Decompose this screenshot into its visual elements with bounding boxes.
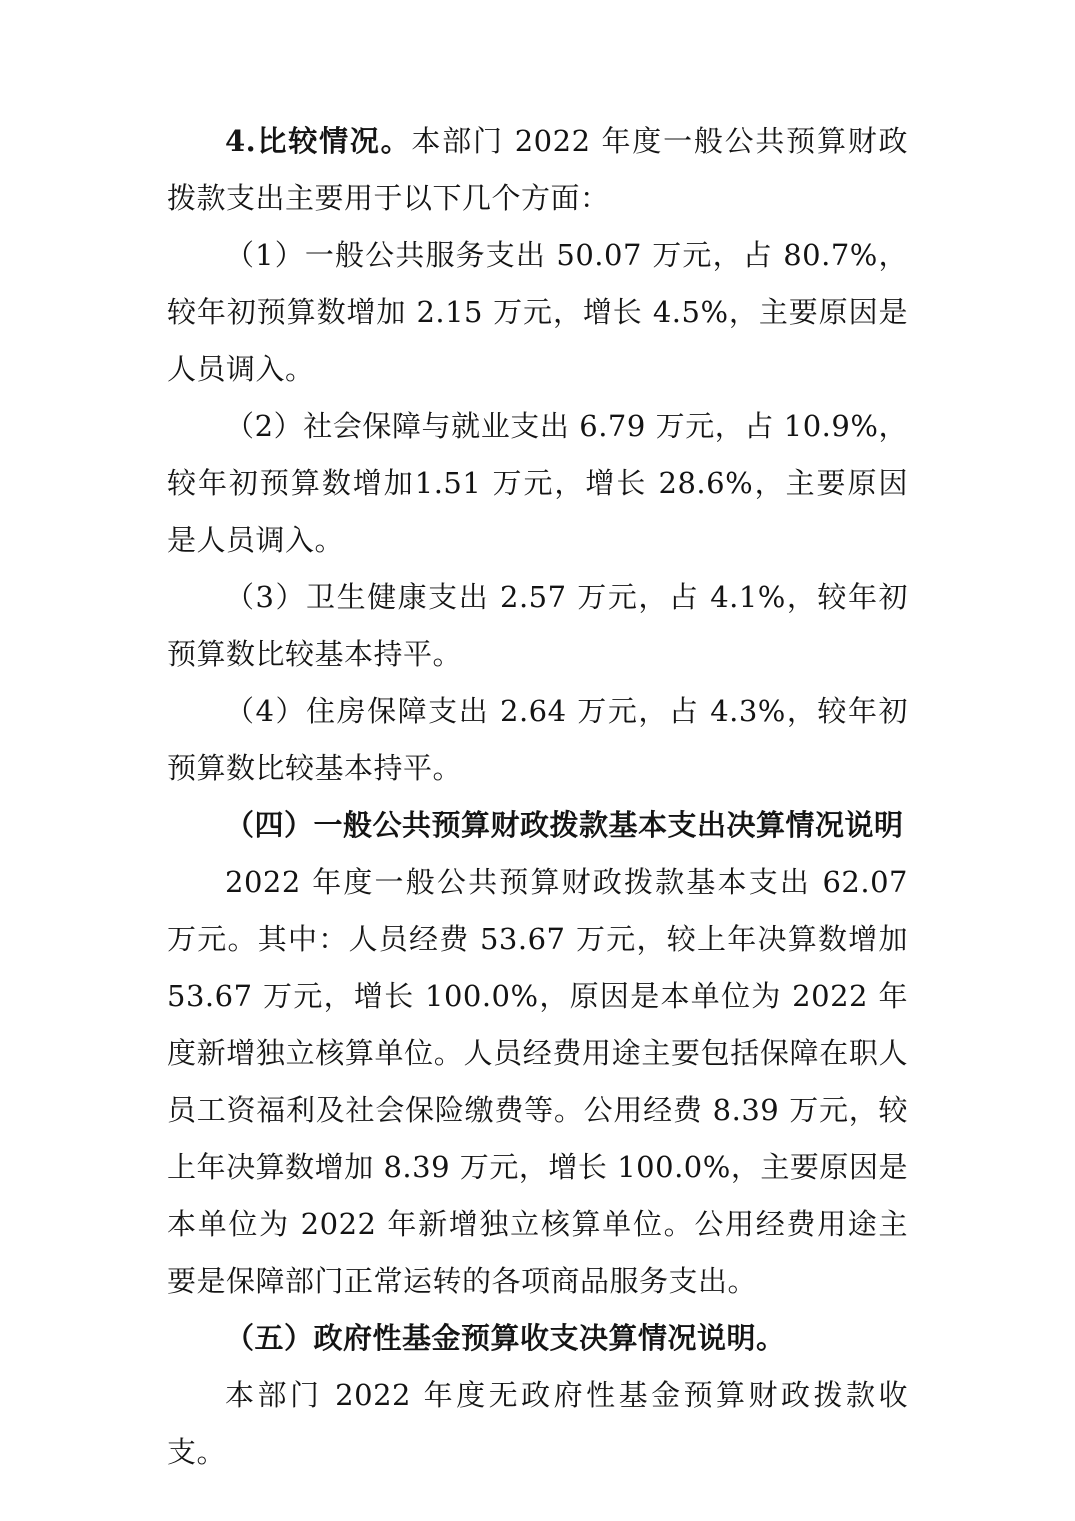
para-item-4-text: （4）住房保障支出 2.64 万元，占 4.3%，较年初预算数比较基本持平。 (167, 694, 908, 785)
heading-section-5 (167, 1310, 908, 1367)
para-basic-expenditure (167, 854, 908, 1310)
para-item-3 (167, 569, 908, 683)
para-no-gov-fund (167, 1367, 908, 1481)
heading-section-4-text: （四）一般公共预算财政拨款基本支出决算情况说明 (225, 808, 904, 842)
para-item-2-text: （2）社会保障与就业支出 6.79 万元，占 10.9%，较年初预算数增加1.51 万元，增长 28.6%，主要原因是人员调入。 (167, 409, 908, 557)
para-comparison-intro-label: 4.比较情况。 (225, 124, 412, 158)
para-basic-expenditure-text: 2022 年度一般公共预算财政拨款基本支出 62.07 万元。其中：人员经费 53.67 万元，较上年决算数增加 53.67 万元，增长 100.0%，原因是本单位为 2022 年度新增独立核算单位。人员经费用途主要包括保障在职人员工资福利及社会保险缴费等。公用经费 8.39 万元，较上年决算数增加 8.39 万元，增长 100.0%，主要原因是本单位为 2022 年新增独立核算单位。公用经费用途主要是保障部门正常运转的各项商品服务支出。 (167, 865, 908, 1298)
heading-section-4 (167, 797, 908, 854)
para-item-1 (167, 227, 908, 398)
para-item-1-text: （1）一般公共服务支出 50.07 万元，占 80.7%，较年初预算数增加 2.15 万元，增长 4.5%，主要原因是人员调入。 (167, 238, 908, 386)
document-body (167, 113, 908, 1481)
para-item-2 (167, 398, 908, 569)
para-item-3-text: （3）卫生健康支出 2.57 万元，占 4.1%，较年初预算数比较基本持平。 (167, 580, 908, 671)
para-comparison-intro-text: 本部门 2022 年度一般公共预算财政拨款支出主要用于以下几个方面： (167, 124, 908, 215)
heading-section-5-text: （五）政府性基金预算收支决算情况说明。 (225, 1321, 786, 1355)
para-no-gov-fund-text: 本部门 2022 年度无政府性基金预算财政拨款收支。 (167, 1378, 908, 1469)
para-item-4 (167, 683, 908, 797)
para-comparison-intro (167, 113, 908, 227)
